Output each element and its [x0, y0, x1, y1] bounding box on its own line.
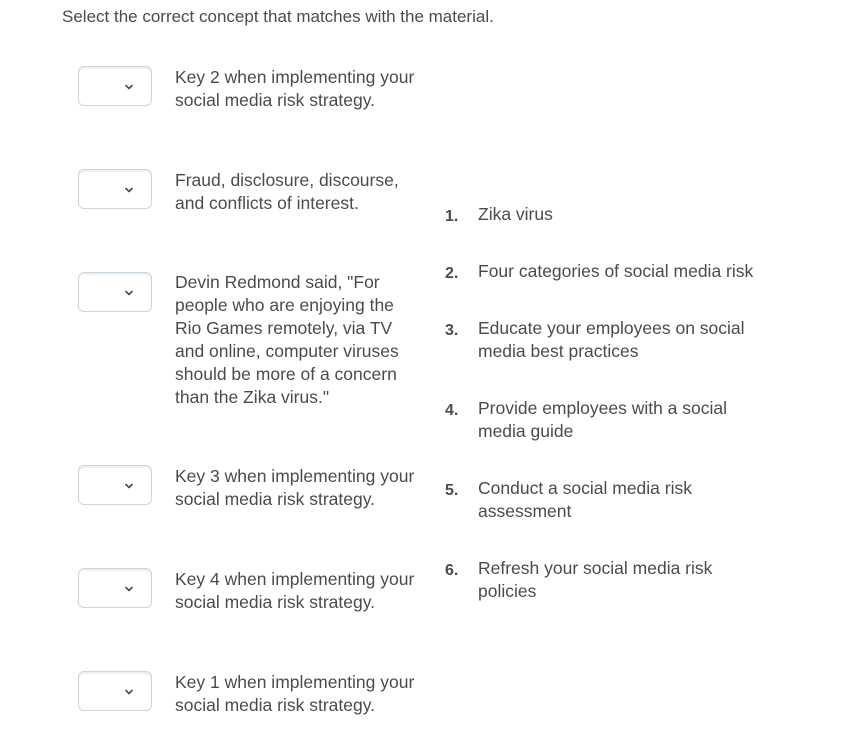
chevron-down-icon: [125, 585, 133, 593]
concept-number: 1.: [445, 208, 459, 225]
concept-select[interactable]: [78, 568, 152, 608]
concept-number: 5.: [445, 482, 459, 499]
material-text: Fraud, disclosure, discourse, and conflicts of interest.: [175, 170, 399, 213]
concept-text: Four categories of social media risk: [478, 261, 754, 281]
concept-text: Provide employees with a social media guide: [478, 398, 728, 441]
material-text: Devin Redmond said, "For people who are enjoying the Rio Games remotely, via TV and online, computer viruses should be more of a concern than the Zika virus.": [175, 272, 399, 407]
concept-text: Refresh your social media risk policies: [478, 558, 713, 601]
chevron-down-icon: [125, 688, 133, 696]
concept-number: 4.: [445, 402, 459, 419]
concept-number: 3.: [445, 322, 459, 339]
concept-select[interactable]: [78, 465, 152, 505]
concept-select[interactable]: [78, 272, 152, 312]
concept-text: Zika virus: [478, 204, 553, 224]
concept-text: Educate your employees on social media best practices: [478, 318, 745, 361]
concept-number: 2.: [445, 265, 459, 282]
chevron-down-icon: [125, 186, 133, 194]
concept-number: 6.: [445, 562, 459, 579]
chevron-down-icon: [125, 482, 133, 490]
material-text: Key 1 when implementing your social media risk strategy.: [175, 672, 415, 715]
question-prompt: Select the correct concept that matches with the material.: [62, 7, 494, 26]
material-text: Key 4 when implementing your social media risk strategy.: [175, 569, 415, 612]
concept-select[interactable]: [78, 671, 152, 711]
material-text: Key 3 when implementing your social media risk strategy.: [175, 466, 415, 509]
concept-select[interactable]: [78, 169, 152, 209]
chevron-down-icon: [125, 83, 133, 91]
chevron-down-icon: [125, 289, 133, 297]
concept-select[interactable]: [78, 66, 152, 106]
material-text: Key 2 when implementing your social media risk strategy.: [175, 67, 415, 110]
concept-text: Conduct a social media risk assessment: [478, 478, 692, 521]
